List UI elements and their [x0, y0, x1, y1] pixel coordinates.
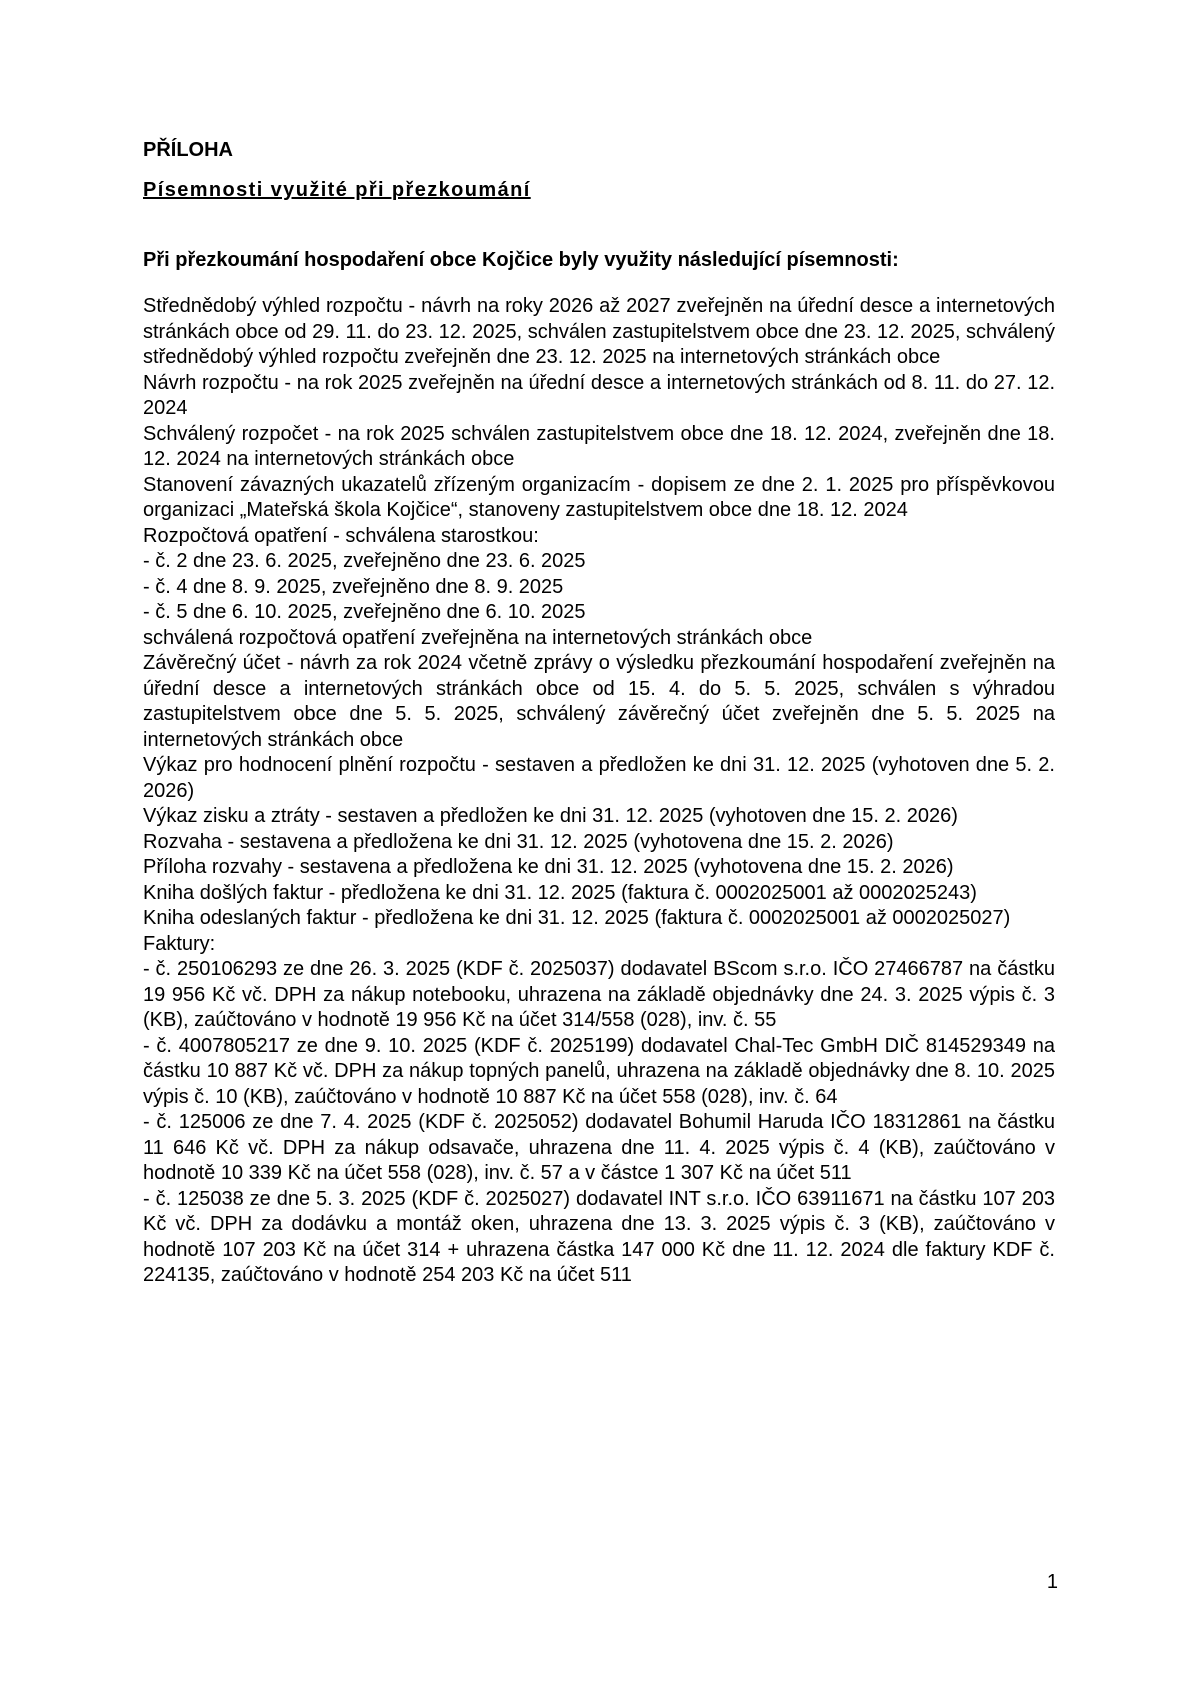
- paragraph: Kniha odeslaných faktur - předložena ke dni 31. 12. 2025 (faktura č. 0002025001 až 0002025027): [143, 907, 1011, 929]
- paragraph: Schválený rozpočet - na rok 2025 schválen zastupitelstvem obce dne 18. 12. 2024, zveřejněn dne 18. 12. 2024 na internetových stránkách obce: [143, 422, 1055, 470]
- list-item: - č. 5 dne 6. 10. 2025, zveřejněno dne 6. 10. 2025: [143, 601, 586, 623]
- list-item: - č. 125038 ze dne 5. 3. 2025 (KDF č. 2025027) dodavatel INT s.r.o. IČO 63911671 na částku 107 203 Kč vč. DPH za dodávku a montáž oken, uhrazena dne 13. 3. 2025 výpis č. 3 (KB), zaúčtováno v hodnotě 107 203 Kč na účet 314 + uhrazena částka 147 000 Kč dne 11. 12. 2024 dle faktury KDF č. 224135, zaúčtováno v hodnotě 254 203 Kč na účet 511: [143, 1187, 1055, 1286]
- paragraph: Příloha rozvahy - sestavena a předložena ke dni 31. 12. 2025 (vyhotovena dne 15. 2. 2026): [143, 856, 954, 878]
- paragraph: Rozvaha - sestavena a předložena ke dni 31. 12. 2025 (vyhotovena dne 15. 2. 2026): [143, 830, 894, 853]
- list-item: - č. 4007805217 ze dne 9. 10. 2025 (KDF č. 2025199) dodavatel Chal-Tec GmbH DIČ 814529349 na částku 10 887 Kč vč. DPH za nákup topných panelů, uhrazena na základě objednávky dne 8. 10. 2025 výpis č. 10 (KB), zaúčtováno v hodnotě 10 887 Kč na účet 558 (028), inv. č. 64: [143, 1034, 1055, 1108]
- list-item: - č. 250106293 ze dne 26. 3. 2025 (KDF č. 2025037) dodavatel BScom s.r.o. IČO 27466787 na částku 19 956 Kč vč. DPH za nákup notebooku, uhrazena na základě objednávky dne 24. 3. 2025 výpis č. 3 (KB), zaúčtováno v hodnotě 19 956 Kč na účet 314/558 (028), inv. č. 55: [143, 958, 1055, 1031]
- paragraph: Stanovení závazných ukazatelů zřízeným organizacím - dopisem ze dne 2. 1. 2025 pro příspěvkovou organizaci „Mateřská škola Kojčice“, stanoveny zastupitelstvem obce dne 18. 12. 2024: [143, 473, 1055, 521]
- paragraph: Střednědobý výhled rozpočtu - návrh na roky 2026 až 2027 zveřejněn na úřední desce a internetových stránkách obce od 29. 11. do 23. 12. 2025, schválen zastupitelstvem obce dne 23. 12. 2025, schválený střednědobý výhled rozpočtu zveřejněn dne 23. 12. 2025 na internetových stránkách obce: [143, 295, 1055, 368]
- paragraph: Výkaz zisku a ztráty - sestaven a předložen ke dni 31. 12. 2025 (vyhotoven dne 15. 2. 2026): [143, 805, 958, 827]
- paragraph: Kniha došlých faktur - předložena ke dni 31. 12. 2025 (faktura č. 0002025001 až 0002025243): [143, 881, 977, 904]
- list-item: - č. 4 dne 8. 9. 2025, zveřejněno dne 8. 9. 2025: [143, 575, 564, 598]
- document-page: [143, 138, 1055, 1289]
- paragraph: Výkaz pro hodnocení plnění rozpočtu - sestaven a předložen ke dni 31. 12. 2025 (vyhotoven dne 5. 2. 2026): [143, 754, 1055, 802]
- paragraph: Závěrečný účet - návrh za rok 2024 včetně zprávy o výsledku přezkoumání hospodaření zveřejněn na úřední desce a internetových stránkách obce od 15. 4. do 5. 5. 2025, schválen s výhradou zastupitelstvem obce dne 5. 5. 2025, schválený závěrečný účet zveřejněn dne 5. 5. 2025 na internetových stránkách obce: [143, 652, 1055, 751]
- document-body: [143, 294, 1055, 1289]
- paragraph: Faktury:: [143, 932, 216, 955]
- document-subheading: Písemnosti využité při přezkoumání: [143, 179, 531, 201]
- list-item: - č. 2 dne 23. 6. 2025, zveřejněno dne 23. 6. 2025: [143, 550, 586, 572]
- paragraph: schválená rozpočtová opatření zveřejněna na internetových stránkách obce: [143, 626, 813, 649]
- document-intro: Při přezkoumání hospodaření obce Kojčice byly využity následující písemnosti:: [143, 249, 899, 271]
- document-heading: PŘÍLOHA: [143, 139, 233, 161]
- paragraph: Návrh rozpočtu - na rok 2025 zveřejněn na úřední desce a internetových stránkách od 8. 11. do 27. 12. 2024: [143, 371, 1055, 419]
- paragraph: Rozpočtová opatření - schválena starostkou:: [143, 524, 539, 547]
- page-number: 1: [1046, 1571, 1058, 1593]
- list-item: - č. 125006 ze dne 7. 4. 2025 (KDF č. 2025052) dodavatel Bohumil Haruda IČO 18312861 na částku 11 646 Kč vč. DPH za nákup odsavače, uhrazena dne 11. 4. 2025 výpis č. 4 (KB), zaúčtováno v hodnotě 10 339 Kč na účet 558 (028), inv. č. 57 a v částce 1 307 Kč na účet 511: [143, 1111, 1055, 1184]
